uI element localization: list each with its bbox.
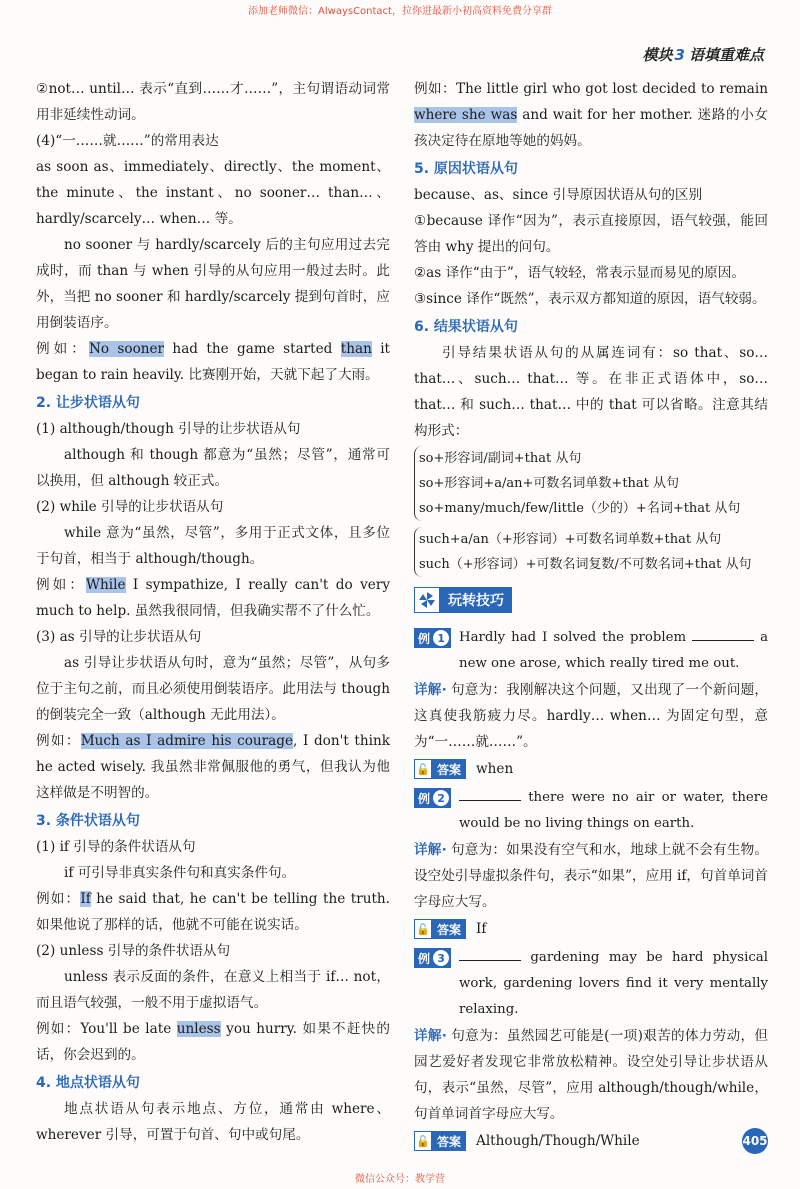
structure-line: such（+形容词）+可数名词复数/不可数名词+that 从句 <box>419 557 752 572</box>
paragraph: although 和 though 都意为“虽然；尽管”，通常可以换用，但 although 较正式。 <box>36 447 390 489</box>
structure-line: such+a/an（+形容词）+可数名词单数+that 从句 <box>419 532 722 547</box>
answer-text: If <box>476 921 487 937</box>
subheading: (3) as 引导的让步状语从句 <box>36 629 202 645</box>
answer-badge <box>414 919 466 939</box>
paragraph: ②as 译作“由于”，语气较轻，常表示显而易见的原因。 <box>414 265 745 281</box>
footer-note: 微信公众号：教学营 <box>355 1174 445 1185</box>
question-text <box>459 785 768 837</box>
answer-text: when <box>476 761 514 777</box>
detail-explanation <box>414 1023 768 1127</box>
answer-blank <box>459 788 521 801</box>
answer-row <box>414 1131 768 1151</box>
skill-label: 玩转技巧 <box>448 593 504 609</box>
example-badge-label: 例 <box>418 631 431 646</box>
paragraph: ②not… until… 表示“直到……才……”，主句谓语动词常用非延续性动词。 <box>36 81 390 123</box>
example-badge-label: 例 <box>418 951 431 966</box>
lock-icon: 🔓 <box>414 1131 432 1151</box>
detail-tag: 详解· <box>414 842 447 858</box>
example-text: he said that, he can't be telling the truth. 如果他说了那样的话，他就不可能在说实话。 <box>36 891 391 933</box>
answer-badge <box>414 1131 466 1151</box>
section-title: 4. 地点状语从句 <box>36 1075 140 1091</box>
example-badge <box>414 628 451 648</box>
answer-label: 答案 <box>437 1134 462 1149</box>
example-prefix: 例如： <box>36 733 81 749</box>
right-column <box>414 76 768 1153</box>
paragraph: no sooner 与 hardly/scarcely 后的主句应用过去完成时，而 than 与 when 引导的从句应用一般过去时。此外，当把 no sooner 和 hardly/scarcely 提到句首时，应用倒装语序。 <box>36 237 390 331</box>
example-number: 3 <box>433 950 449 966</box>
detail-tag: 详解· <box>414 1028 447 1044</box>
highlight: If <box>80 891 91 907</box>
example-body <box>459 785 768 837</box>
answer-blank <box>459 948 521 961</box>
section-title: 5. 原因状语从句 <box>414 161 518 177</box>
highlight: than <box>340 341 372 357</box>
structure-brace-so <box>414 446 768 521</box>
subheading: (4)“一……就……”的常用表达 <box>36 133 219 149</box>
paragraph: unless 表示反面的条件，在意义上相当于 if… not，而且语气较强，一般不用于虚拟语气。 <box>36 969 390 1011</box>
lock-icon: 🔓 <box>414 919 432 939</box>
detail-explanation <box>414 677 768 755</box>
section-title: 6. 结果状语从句 <box>414 319 518 335</box>
paragraph: as soon as、immediately、directly、the moment、the minute、the instant、no sooner… than…、hardly/scarcely… when… 等。 <box>36 159 390 227</box>
example-body <box>459 945 768 1023</box>
section-title: 3. 条件状语从句 <box>36 813 140 829</box>
example-prefix: 例如：The little girl who got lost decided to remain <box>414 81 768 97</box>
paragraph: ③since 译作“既然”，表示双方都知道的原因，语气较弱。 <box>414 291 766 307</box>
question-part: there were no air or water, there would be no living things on earth. <box>459 790 768 831</box>
detail-text: 句意为：我刚解决这个问题，又出现了一个新问题，这真使我筋疲力尽。hardly… when… 为固定句型，意为“一……就……”。 <box>414 682 769 750</box>
example-text: and wait for her mother. 迷路的小女孩决定待在原地等她的妈妈。 <box>414 107 768 149</box>
example-sentence <box>36 1016 390 1068</box>
example-text: had the game started <box>164 341 341 357</box>
top-watermark-note: 添加老师微信：AlwaysContact，拉你进最新小初高资料免费分享群 <box>248 6 552 17</box>
example-badge <box>414 788 451 808</box>
answer-row <box>414 759 768 779</box>
subheading: (2) while 引导的让步状语从句 <box>36 499 224 515</box>
highlight: No sooner <box>88 341 165 357</box>
example-sentence <box>36 886 390 938</box>
example-prefix: 例如：You'll be late <box>36 1021 177 1037</box>
structure-line: so+形容词+a/an+可数名词单数+that 从句 <box>419 476 680 491</box>
module-prefix: 模块 <box>642 46 673 64</box>
example-text: it began to rain heavily. 比赛刚开始，天就下起了大雨。 <box>36 341 391 383</box>
highlight: unless <box>176 1021 221 1037</box>
example-body <box>459 625 768 677</box>
paragraph: if 可引导非真实条件句和真实条件句。 <box>64 865 296 881</box>
paragraph: 地点状语从句表示地点、方位，通常由 where、wherever 引导，可置于句首、句中或句尾。 <box>36 1101 390 1143</box>
example-number: 2 <box>433 790 449 806</box>
answer-text: Although/Though/While <box>476 1133 640 1149</box>
highlight: where she was <box>414 107 518 123</box>
structure-brace-such <box>414 527 768 577</box>
question-part: Hardly had I solved the problem <box>459 630 693 645</box>
highlight: Much as I admire his courage <box>80 733 293 749</box>
example-text: , I don't think he acted wisely. 我虽然非常佩服他的勇气，但我认为他这样做是不明智的。 <box>36 733 390 801</box>
example-prefix: 例如： <box>36 341 89 357</box>
detail-explanation <box>414 837 768 915</box>
highlight: While <box>86 577 126 593</box>
paragraph: 引导结果状语从句的从属连词有：so that、so… that…、such… that… 等。在非正式语体中，so… that… 和 such… that… 中的 that 可以省略。注意其结构形式： <box>414 345 768 439</box>
example-text: you hurry. 如果不赶快的话，你会迟到的。 <box>36 1021 390 1063</box>
example-question <box>414 625 768 677</box>
module-title: 语填重难点 <box>688 46 764 64</box>
answer-badge <box>414 759 466 779</box>
example-question <box>414 785 768 837</box>
example-number: 1 <box>433 630 449 646</box>
detail-text: 句意为：如果没有空气和水，地球上就不会有生物。设空处引导虚拟条件句，表示“如果”，应用 if，句首单词首字母应大写。 <box>414 842 769 910</box>
subheading: (2) unless 引导的条件状语从句 <box>36 943 231 959</box>
skill-banner <box>414 587 512 613</box>
paragraph: ①because 译作“因为”，表示直接原因，语气较强，能回答由 why 提出的问句。 <box>414 213 768 255</box>
structure-line: so+形容词/副词+that 从句 <box>419 451 582 466</box>
answer-label: 答案 <box>437 762 462 777</box>
answer-label: 答案 <box>437 922 462 937</box>
example-sentence <box>36 336 390 388</box>
answer-row <box>414 919 768 939</box>
page-number: 405 <box>742 1128 768 1154</box>
example-sentence <box>36 728 390 806</box>
example-prefix: 例如： <box>36 577 87 593</box>
example-badge-label: 例 <box>418 791 431 806</box>
question-part: a new one arose, which really tired me out. <box>459 630 769 671</box>
subheading: (1) if 引导的条件状语从句 <box>36 839 196 855</box>
example-prefix: 例如： <box>36 891 81 907</box>
subheading: (1) although/though 引导的让步状语从句 <box>36 421 301 437</box>
example-sentence <box>414 76 768 154</box>
answer-blank <box>692 628 754 641</box>
example-sentence <box>36 572 390 624</box>
module-header <box>643 44 764 65</box>
question-text <box>459 945 768 1023</box>
example-text: I sympathize, I really can't do very much to help. 虽然我很同情，但我确实帮不了什么忙。 <box>36 577 390 619</box>
module-number: 3 <box>674 46 685 64</box>
lock-icon: 🔓 <box>414 759 432 779</box>
left-column <box>36 76 390 1148</box>
structure-line: so+many/much/few/little（少的）+名词+that 从句 <box>419 501 741 516</box>
section-title: 2. 让步状语从句 <box>36 395 140 411</box>
pinwheel-icon <box>414 587 440 613</box>
example-badge <box>414 948 451 968</box>
paragraph: because、as、since 引导原因状语从句的区别 <box>414 187 703 203</box>
detail-text: 句意为：虽然园艺可能是(一项)艰苦的体力劳动，但园艺爱好者发现它非常放松精神。设空处引导让步状语从句，表示“虽然，尽管”，应用 although/though/while，句首单词首字母应大写。 <box>414 1028 768 1122</box>
question-part: gardening may be hard physical work, gardening lovers find it very mentally relaxing. <box>459 950 768 1017</box>
paragraph: while 意为“虽然，尽管”，多用于正式文体，且多位于句首，相当于 although/though。 <box>36 525 390 567</box>
question-text <box>459 625 768 677</box>
example-question <box>414 945 768 1023</box>
paragraph: as 引导让步状语从句时，意为“虽然；尽管”，从句多位于主句之前，而且必须使用倒装语序。此用法与 though 的倒装完全一致（although 无此用法）。 <box>36 655 390 723</box>
detail-tag: 详解· <box>414 682 447 698</box>
